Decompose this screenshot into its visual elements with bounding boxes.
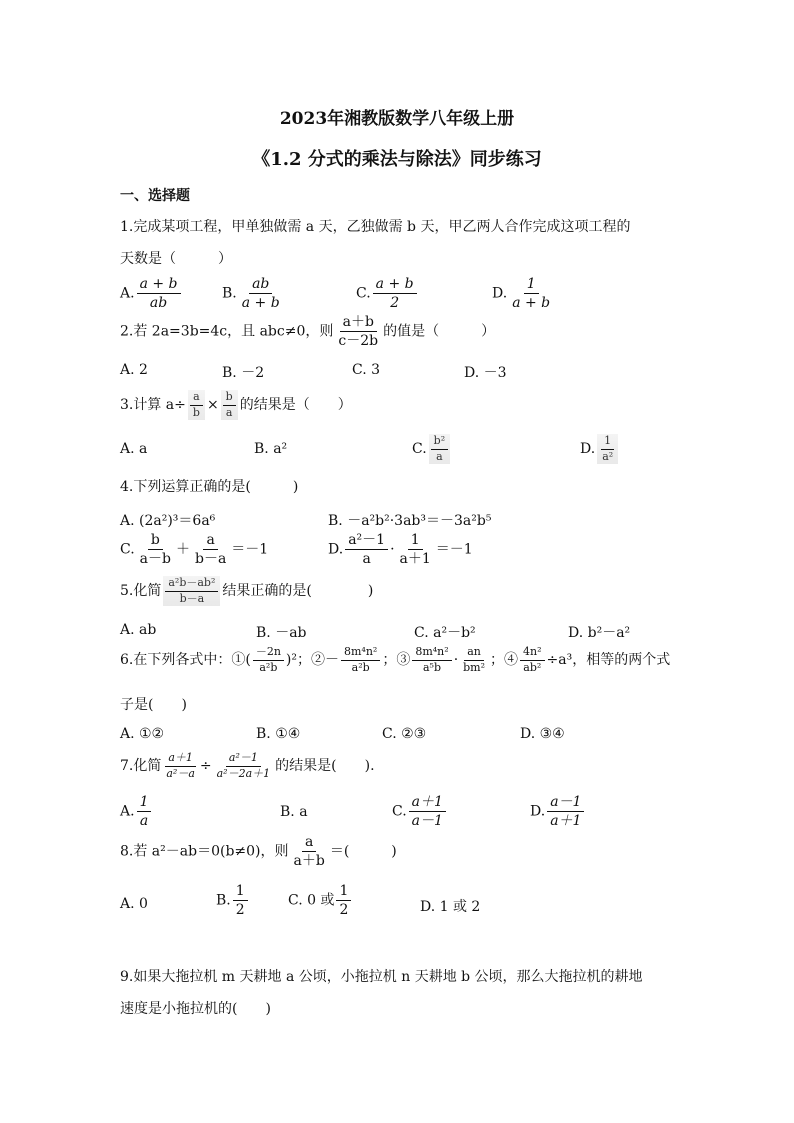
q7-option-b: B. a <box>280 804 308 820</box>
q2-option-c: C. 3 <box>352 362 381 378</box>
q4-stem: 4.下列运算正确的是( ) <box>120 479 299 495</box>
q8-option-b: B. $\frac{1}{2}$ <box>216 883 250 918</box>
q1-option-a: A. $\frac{a + b}{ab}$ <box>120 276 183 311</box>
q1-stem-cont: 天数是（ ） <box>120 251 232 267</box>
q1-stem: 1.完成某项工程，甲单独做需 a 天，乙独做需 b 天，甲乙两人合作完成这项工程的 <box>120 219 631 235</box>
page-title: 2023年湘教版数学八年级上册 <box>279 109 515 129</box>
q5-option-c: C. a²－b² <box>414 625 476 641</box>
page-subtitle: 《1.2 分式的乘法与除法》同步练习 <box>252 149 542 170</box>
q5-option-d: D. b²－a² <box>568 625 631 641</box>
q4-option-a: A. (2a²)³＝6a⁶ <box>120 513 216 529</box>
q9-stem-cont: 速度是小拖拉机的( ) <box>120 1001 271 1017</box>
q1-option-c: C. $\frac{a + b}{2}$ <box>356 276 419 311</box>
q2-stem: 2.若 2a=3b=4c，且 abc≠0，则 $\frac{a+b}{c-2b}$ 的值是（ ） <box>120 314 496 350</box>
q5-stem: 5.化简 $\frac{\text{a²b－ab²}}{b-a}$ 结果正确的是( ) <box>120 576 374 605</box>
q3-option-b: B. a² <box>254 441 288 457</box>
q6-option-c: C. ②③ <box>382 726 427 742</box>
q4-option-b: B. －a²b²·3ab³＝－3a²b⁵ <box>328 513 492 529</box>
q3-stem: 3.计算 a÷ $\frac{a}{b}$ × $\frac{b}{a}$ 的结果是（ ） <box>120 390 352 419</box>
q3-option-d: D. $\frac{1}{\text{a²}}$ <box>580 434 620 464</box>
q6-stem: 6.在下列各式中：①( $\frac{-2n}{\text{a²b}}$ )²；②－ $\frac{\text{8m⁴n²}}{\text{a²b}}$ ；③ $\frac{\text{8m⁴n²}}{\text{a⁵b}}$ · $\frac{an}{\text{bm²}}$ ；④ $\frac{\text{4n²}}{\text{ab²}}$ ÷a³，相等的两个式 <box>120 645 671 674</box>
q2-option-a: A. 2 <box>120 362 148 378</box>
q4-option-c: C. $\frac{b}{a-b}$ ＋ $\frac{a}{b-a}$ ＝－1 <box>120 532 269 568</box>
q6-option-b: B. ①④ <box>256 726 301 742</box>
q5-option-a: A. ab <box>120 622 157 638</box>
q8-option-d: D. 1 或 2 <box>420 899 481 915</box>
q3-option-a: A. a <box>120 441 148 457</box>
section-heading: 一、选择题 <box>120 188 190 204</box>
q6-option-a: A. ①② <box>120 726 165 742</box>
q9-stem: 9.如果大拖拉机 m 天耕地 a 公顷，小拖拉机 n 天耕地 b 公顷，那么大拖拉机的耕地 <box>120 969 643 985</box>
q6-stem-cont: 子是( ) <box>120 697 187 713</box>
q5-option-b: B. －ab <box>256 625 307 641</box>
q6-option-d: D. ③④ <box>520 726 565 742</box>
q7-option-c: C. $\frac{a+1}{a-1}$ <box>392 794 448 829</box>
q7-stem: 7.化简 $\frac{a+1}{\text{a²－a}}$ ÷ $\frac{\text{a²－1}}{\text{a²－2a＋1}}$ 的结果是( ). <box>120 751 375 780</box>
q1-option-d: D. $\frac{1}{a + b}$ <box>492 276 551 312</box>
q4-option-d: D. $\frac{\text{a²－1}}{a}$ · $\frac{1}{a+1}$ ＝－1 <box>328 532 473 568</box>
q8-stem: 8.若 a²－ab＝0(b≠0)，则 $\frac{a}{a+b}$ ＝( ) <box>120 834 397 870</box>
q8-option-c: C. 0 或 $\frac{1}{2}$ <box>288 883 353 918</box>
q8-option-a: A. 0 <box>120 896 148 912</box>
q1-option-b: B. $\frac{ab}{a + b}$ <box>222 276 280 312</box>
q7-option-d: D. $\frac{a-1}{a+1}$ <box>530 794 586 829</box>
q2-option-d: D. －3 <box>464 365 507 381</box>
q3-option-c: C. $\frac{\text{b²}}{a}$ <box>412 434 452 464</box>
q2-option-b: B. －2 <box>222 365 265 381</box>
q7-option-a: A. $\frac{1}{a}$ <box>120 794 153 829</box>
